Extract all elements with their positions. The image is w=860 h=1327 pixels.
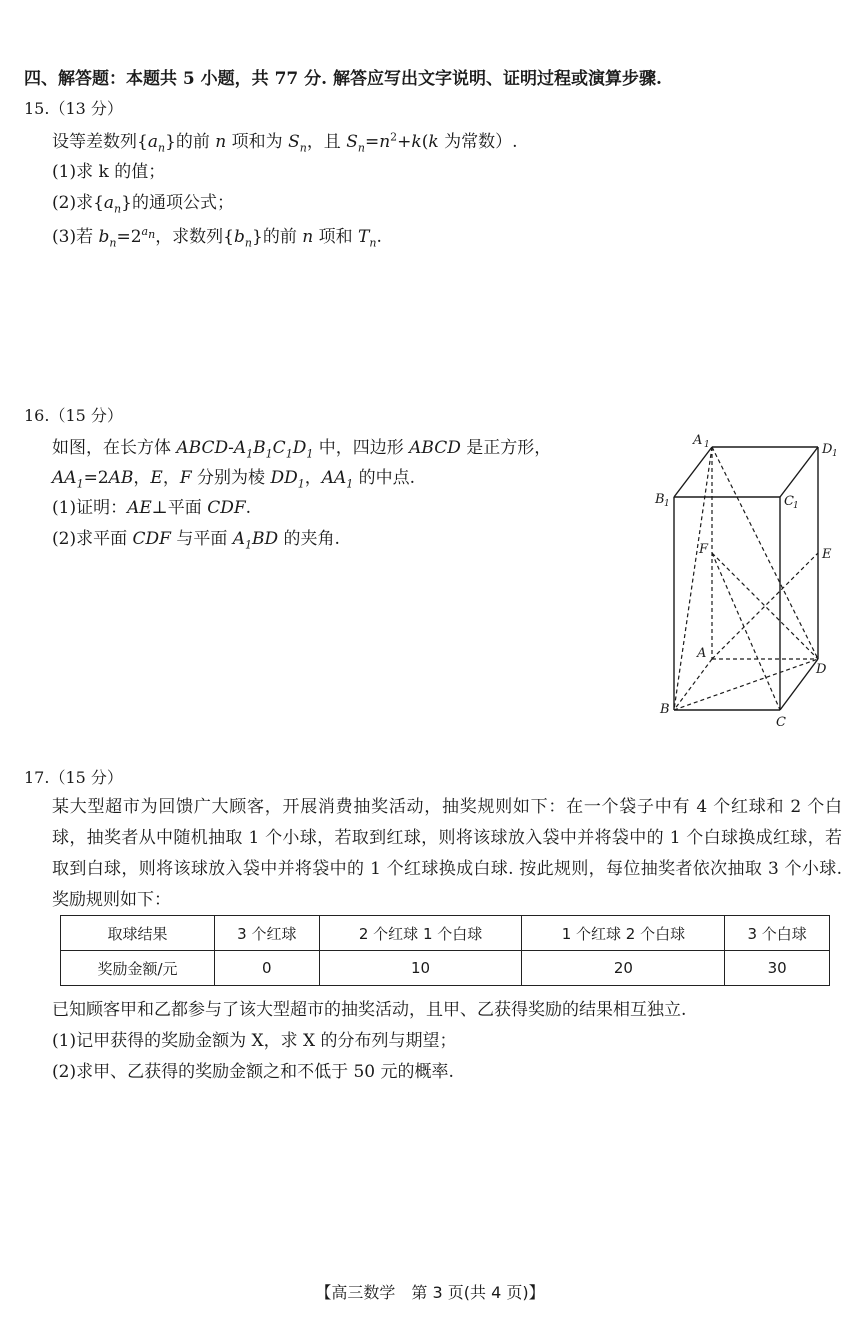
label-c1-sub: 1 xyxy=(793,501,799,511)
label-d1-sub: 1 xyxy=(832,449,838,459)
table-cell: 1 个红球 2 个白球 xyxy=(522,916,725,951)
label-a1-sub: 1 xyxy=(704,440,710,450)
label-f: F xyxy=(699,542,709,557)
q17-after-table: 已知顾客甲和乙都参与了该大型超市的抽奖活动，且甲、乙获得奖励的结果相互独立. xyxy=(52,1000,687,1020)
table-cell: 3 个白球 xyxy=(725,916,830,951)
q16-part2: (2)求平面 CDF 与平面 $A_1BD$ 的夹角. xyxy=(52,529,340,552)
section-heading: 四、解答题：本题共 5 小题，共 77 分. 解答应写出文字说明、证明过程或演算步骤. xyxy=(24,69,662,89)
label-c: C xyxy=(776,715,786,730)
reward-table xyxy=(60,915,830,986)
line-bd xyxy=(674,659,818,710)
line-fc xyxy=(712,553,780,710)
edge-ab-hidden xyxy=(674,659,712,710)
q16-number: 16.（15 分） xyxy=(24,406,123,425)
q15-number: 15.（13 分） xyxy=(24,99,123,118)
label-e: E xyxy=(822,547,832,562)
table-cell: 3 个红球 xyxy=(215,916,320,951)
q17-paragraph: 某大型超市为回馈广大顾客，开展消费抽奖活动，抽奖规则如下：在一个袋子中有 4 个红球和 2 个白球，抽奖者从中随机抽取 1 个小球，若取到红球，则将该球放入袋中并将袋中的 1 个白球换成红球，若取到白球，则将该球放入袋中并将袋中的 1 个红球换成白球. 按此规则，每位抽奖者依次抽取 3 个小球. 奖励规则如下： xyxy=(52,797,842,910)
q15-stem: 设等差数列$\{a_n\}$的前 n 项和为 $S_n$，且 $S_n=n^2+k(k$ 为常数）. xyxy=(52,130,518,155)
edge-d1c1 xyxy=(780,447,818,497)
cuboid-figure xyxy=(650,428,850,733)
q17-part2: (2)求甲、乙获得的奖励金额之和不低于 50 元的概率. xyxy=(52,1062,454,1082)
q17-part1: (1)记甲获得的奖励金额为 X，求 X 的分布列与期望； xyxy=(52,1031,457,1051)
label-a: A xyxy=(697,646,707,661)
q16-part1: (1)证明：AE⊥平面 CDF. xyxy=(52,498,252,518)
table-cell: 取球结果 xyxy=(61,916,215,951)
table-row xyxy=(61,951,830,986)
label-b1-sub: 1 xyxy=(664,499,670,509)
label-d1: D xyxy=(822,442,833,457)
label-d: D xyxy=(816,662,827,677)
line-a1b xyxy=(674,447,712,710)
table-cell: 奖励金额/元 xyxy=(61,951,215,986)
line-a1d xyxy=(712,447,818,659)
q15-part2: (2)求$\{a_n\}$的通项公式； xyxy=(52,193,234,216)
q15-part1: (1)求 k 的值； xyxy=(52,162,166,182)
table-row xyxy=(61,916,830,951)
q15-part3: (3)若 $b_n=2^{a_n}$，求数列$\{b_n\}$的前 n 项和 $T_n$. xyxy=(52,225,382,250)
table-cell: 20 xyxy=(522,951,725,986)
edge-cd xyxy=(780,659,818,710)
table-cell: 30 xyxy=(725,951,830,986)
q16-line1: 如图，在长方体 ABCD-$A_1B_1C_1D_1$ 中，四边形 ABCD 是正方形， xyxy=(52,438,552,461)
page-footer: 【高三数学 第 3 页(共 4 页)】 xyxy=(315,1283,545,1302)
q17-number: 17.（15 分） xyxy=(24,768,123,787)
q16-line2: $AA_1=2AB$，E，F 分别为棱 $DD_1$，$AA_1$ 的中点. xyxy=(52,468,416,491)
label-b: B xyxy=(660,702,670,717)
table-cell: 10 xyxy=(319,951,522,986)
label-a1: A xyxy=(693,433,703,448)
table-cell: 0 xyxy=(215,951,320,986)
label-c1: C xyxy=(784,494,794,509)
table-cell: 2 个红球 1 个白球 xyxy=(319,916,522,951)
label-b1: B xyxy=(655,492,665,507)
